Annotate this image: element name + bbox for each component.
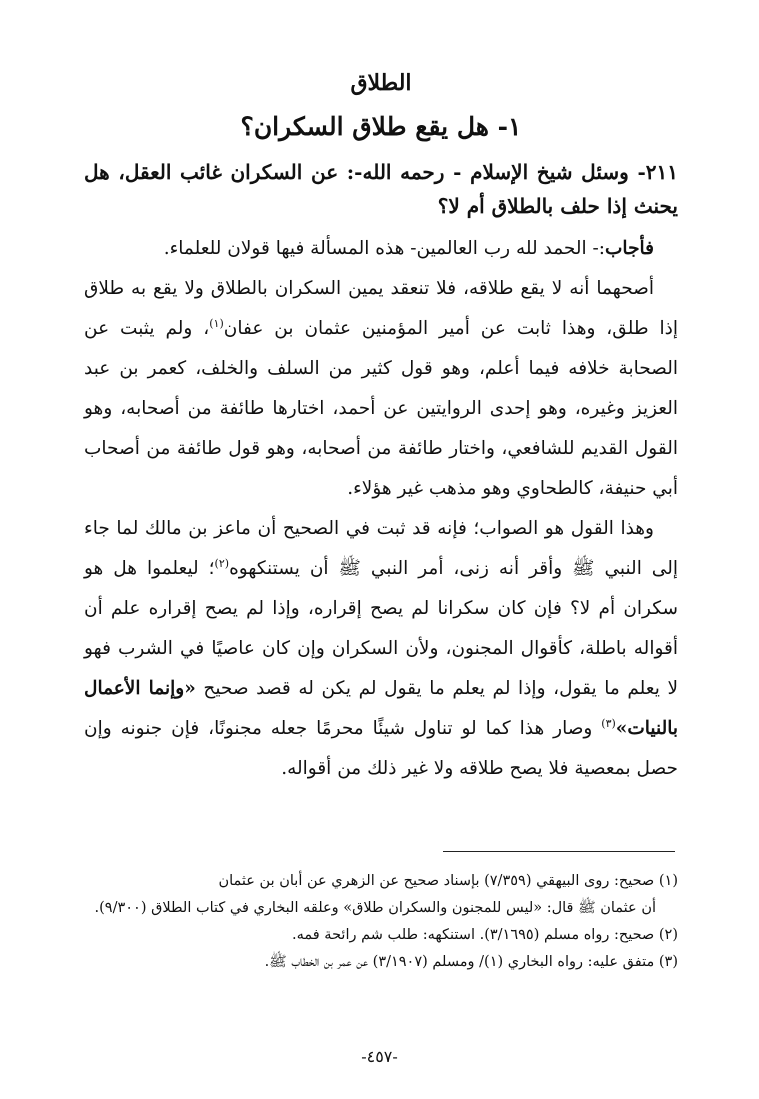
hadith-quote: «وإنما الأعمال بالنيات» xyxy=(84,678,678,739)
footnote-3 xyxy=(84,949,678,976)
answer-intro xyxy=(84,229,678,269)
page-number: -٤٥٧- xyxy=(361,1047,398,1066)
footnote-ref-1: (١) xyxy=(209,316,224,330)
answer-intro-text: :- الحمد لله رب العالمين- هذه المسألة فيها قولان للعلماء. xyxy=(163,238,606,259)
paragraph-2 xyxy=(84,509,678,789)
answer-label: فأجاب xyxy=(605,238,654,259)
footnote-ref-3: (٣) xyxy=(601,716,616,730)
footnote-number: (٣) xyxy=(658,954,678,970)
footnote-2 xyxy=(84,922,678,949)
question-title: ١- هل يقع طلاق السكران؟ xyxy=(240,112,522,141)
paragraph-1-part-b: ، ولم يثبت عن الصحابة خلافه فيما أعلم، وهو قول كثير من السلف والخلف، كعمر بن عبد العزيز وغيره، وهو إحدى الروايتين عن أحمد، اختارها طائفة من أصحابه، وهو القول القديم للشافعي، واختار طائفة من أصحابه، وهو قول طائفة من أصحاب أبي حنيفة، كالطحاوي وهو مذهب غير هؤلاء. xyxy=(84,318,678,499)
footnote-text: صحيح: روى البيهقي (٧/٣٥٩) بإسناد صحيح عن الزهري عن أبان بن عثمان xyxy=(218,873,655,889)
section-title: الطلاق xyxy=(350,70,412,96)
footnote-divider xyxy=(443,851,675,852)
paragraph-2-part-b: ؛ ليعلموا هل هو سكران أم لا؟ فإن كان سكرانا لم يصح إقراره، وإذا لم يصح إقراره علم أن أقواله باطلة، كأقوال المجنون، ولأن السكران وإن كان عاصيًا في الشرب فهو لا يعلم ما يقول، وإذا لم يعلم ما يقول لم يكن له قصد صحيح xyxy=(84,558,679,699)
footnote-1 xyxy=(84,868,678,922)
footnote-ref-2: (٢) xyxy=(214,556,230,570)
footnote-number: (٢) xyxy=(658,927,678,943)
footnote-text: صحيح: رواه مسلم (٣/١٦٩٥). استنكهه: طلب شم رائحة فمه. xyxy=(291,927,655,943)
footnote-text: متفق عليه: رواه البخاري (١)/ ومسلم (٣/١٩٠٧) عن عمر بن الخطاب ﷺ. xyxy=(264,954,655,970)
paragraph-1-part-a: أصحهما أنه لا يقع طلاقه، فلا تنعقد يمين السكران بالطلاق ولا يقع به طلاق إذا طلق، وهذا ثابت عن أمير المؤمنين عثمان بن عفان xyxy=(84,278,678,339)
footnote-number: (١) xyxy=(658,873,678,889)
fatwa-question: ٢١١- وسئل شيخ الإسلام - رحمه الله-: عن السكران غائب العقل، هل يحنث إذا حلف بالطلاق أم لا؟ xyxy=(84,160,678,218)
paragraph-2-part-c: وصار هذا كما لو تناول شيئًا محرمًا جعله مجنونًا، فإن جنونه وإن حصل بمعصية فلا يصح طلاقه ولا غير ذلك من أقواله. xyxy=(84,718,678,779)
footnote-text-continued: أن عثمان ﷺ قال: «ليس للمجنون والسكران طلاق» وعلقه البخاري في كتاب الطلاق (٩/٣٠٠). xyxy=(94,900,656,916)
paragraph-1 xyxy=(84,269,678,509)
footnotes xyxy=(84,868,678,976)
page-body xyxy=(84,60,678,789)
paragraph-2-part-a: وهذا القول هو الصواب؛ فإنه قد ثبت في الصحيح أن ماعز بن مالك لما جاء إلى النبي ﷺ وأقر أنه زنى، أمر النبي ﷺ أن يستنكهوه xyxy=(84,518,678,579)
